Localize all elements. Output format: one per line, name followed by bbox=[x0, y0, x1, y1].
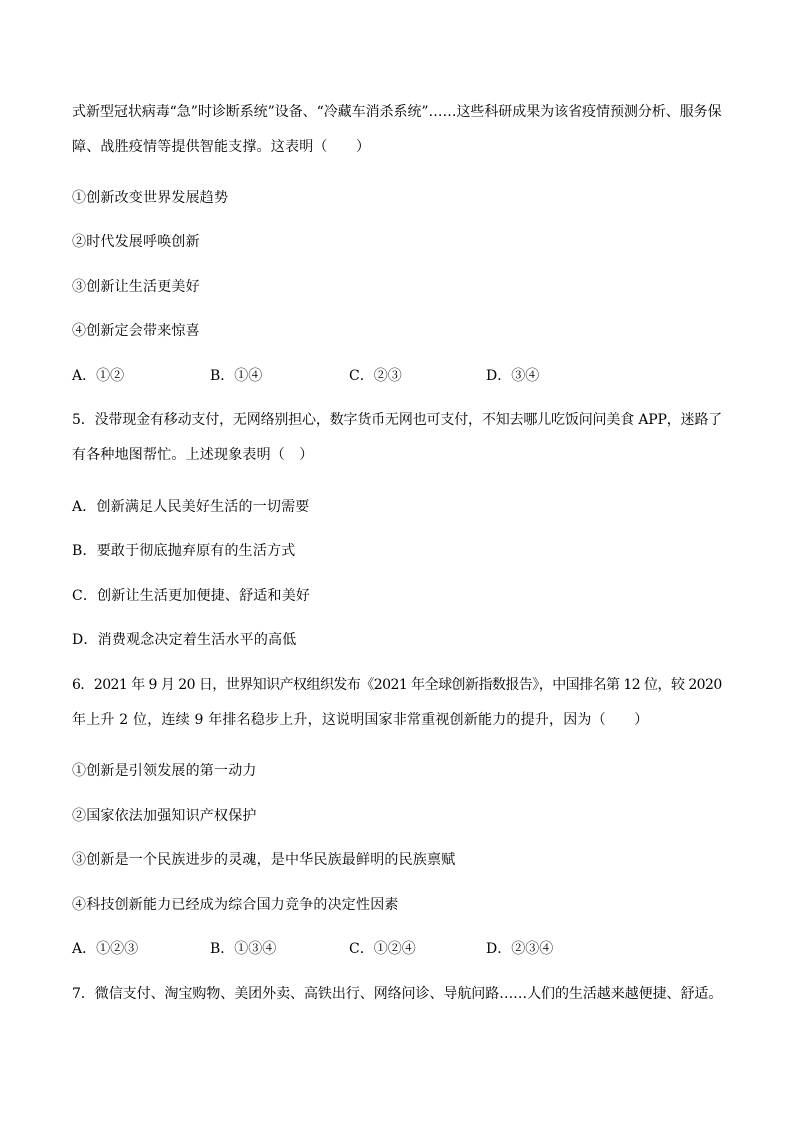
q4-statement-4: ④创新定会带来惊喜 bbox=[72, 323, 200, 339]
q6-statement-2: ②国家依法加强知识产权保护 bbox=[72, 808, 257, 824]
q6-stem-line-1: 6．2021 年 9 月 20 日，世界知识产权组织发布《2021 年全球创新指数报告》，中国排名第 12 位，较 2020 bbox=[72, 677, 722, 693]
q4-stem-line-2: 障、战胜疫情等提供智能支撑。这表明（ ） bbox=[72, 139, 371, 155]
q6-option-a: A．①②③ bbox=[72, 941, 139, 957]
q4-statement-1: ①创新改变世界发展趋势 bbox=[72, 190, 229, 206]
q5-stem-line-2: 有各种地图帮忙。上述现象表明（ ） bbox=[72, 447, 314, 463]
q6-statement-4: ④科技创新能力已经成为综合国力竞争的决定性因素 bbox=[72, 897, 399, 913]
q5-option-a: A．创新满足人民美好生活的一切需要 bbox=[72, 499, 310, 515]
q5-option-d: D．消费观念决定着生活水平的高低 bbox=[72, 632, 297, 648]
q4-option-c: C．②③ bbox=[349, 368, 402, 384]
q7-stem-line-1: 7．微信支付、淘宝购物、美团外卖、高铁出行、网络问诊、导航问路……人们的生活越来越便捷、舒适。 bbox=[72, 986, 723, 1002]
q6-statement-3: ③创新是一个民族进步的灵魂，是中华民族最鲜明的民族禀赋 bbox=[72, 852, 456, 868]
q5-option-c: C．创新让生活更加便捷、舒适和美好 bbox=[72, 588, 311, 604]
q4-statement-2: ②时代发展呼唤创新 bbox=[72, 234, 200, 250]
q4-options-row bbox=[72, 366, 722, 386]
q6-option-b: B．①③④ bbox=[210, 941, 277, 957]
q4-stem-line-1: 式新型冠状病毒“急”时诊断系统”设备、“冷藏车消杀系统”……这些科研成果为该省疫情预测分析、服务保 bbox=[72, 104, 722, 120]
q6-option-d: D．②③④ bbox=[486, 941, 554, 957]
q6-statement-1: ①创新是引领发展的第一动力 bbox=[72, 763, 257, 779]
q4-statement-3: ③创新让生活更美好 bbox=[72, 279, 200, 295]
q5-stem-line-1: 5．没带现金有移动支付，无网络别担心，数字货币无网也可支付，不知去哪儿吃饭问问美食 APP，迷路了 bbox=[72, 412, 723, 428]
q4-option-b: B．①④ bbox=[210, 368, 263, 384]
q4-option-d: D．③④ bbox=[486, 368, 540, 384]
q4-option-a: A．①② bbox=[72, 368, 125, 384]
q5-option-b: B．要敢于彻底抛弃原有的生活方式 bbox=[72, 543, 296, 559]
q6-stem-line-2: 年上升 2 位，连续 9 年排名稳步上升，这说明国家非常重视创新能力的提升，因为（ ） bbox=[72, 712, 649, 728]
q6-options-row bbox=[72, 939, 722, 959]
q6-option-c: C．①②④ bbox=[349, 941, 416, 957]
